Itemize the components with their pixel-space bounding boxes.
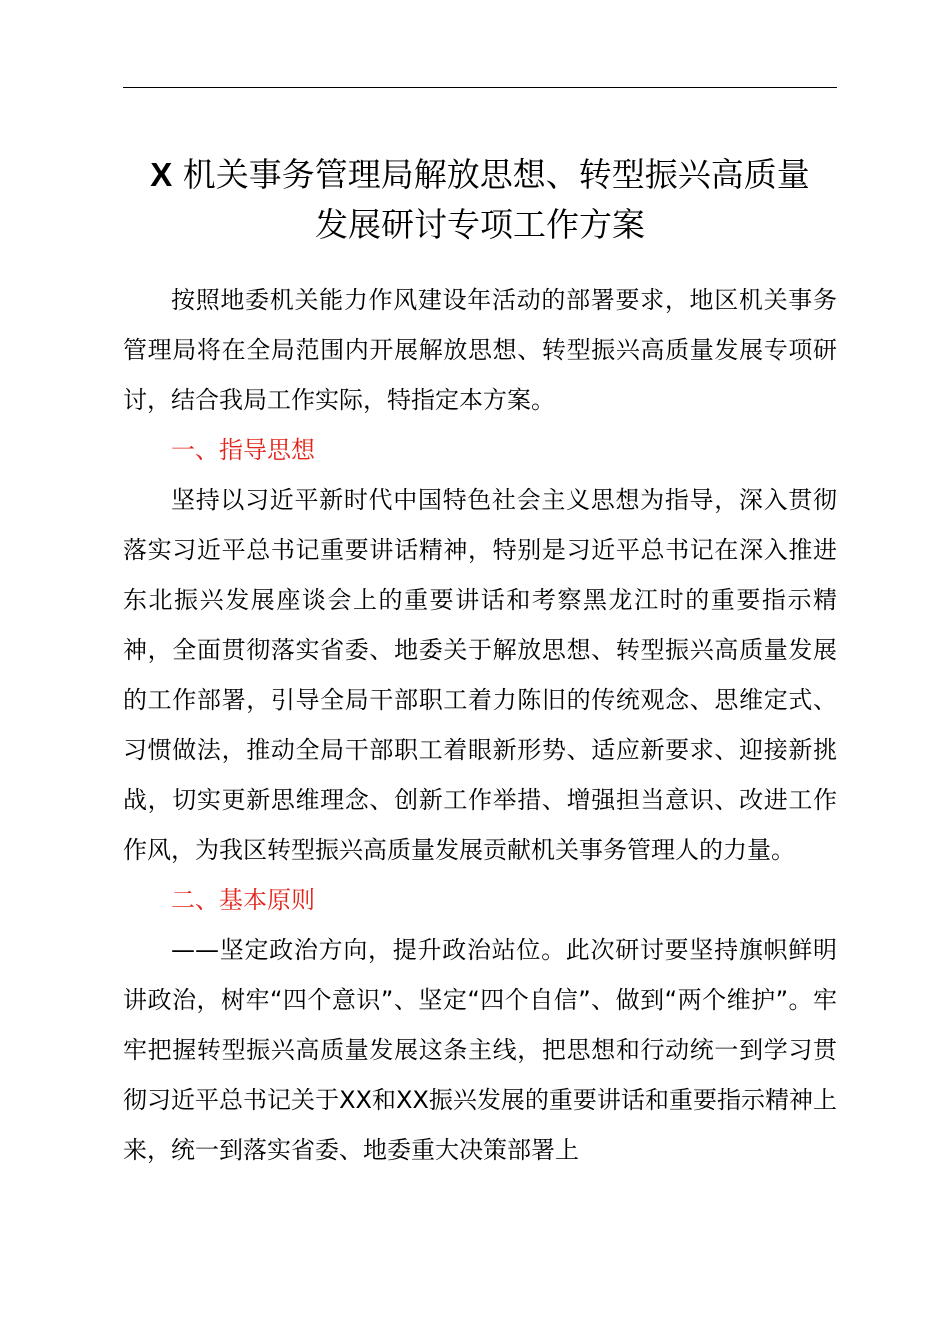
title-prefix: X [150, 156, 173, 193]
section-heading-basic-principles: 二、基本原则 [171, 886, 315, 914]
intro-paragraph: 按照地委机关能力作风建设年活动的部署要求，地区机关事务管理局将在全局范围内开展解放思想、转型振兴高质量发展专项研讨，结合我局工作实际，特指定本方案。 [123, 286, 837, 414]
section-heading-guiding-ideology: 一、指导思想 [171, 436, 315, 464]
guiding-ideology-paragraph: 坚持以习近平新时代中国特色社会主义思想为指导，深入贯彻落实习近平总书记重要讲话精神，特别是习近平总书记在深入推进东北振兴发展座谈会上的重要讲话和考察黑龙江时的重要指示精神，全面贯彻落实省委、地委关于解放思想、转型振兴高质量发展的工作部署，引导全局干部职工着力陈旧的传统观念、思维定式、习惯做法，推动全局干部职工着眼新形势、适应新要求、迎接新挑战，切实更新思维理念、创新工作举措、增强担当意识、改进工作作风，为我区转型振兴高质量发展贡献机关事务管理人的力量。 [123, 486, 837, 864]
document-title-line2: 发展研讨专项工作方案 [315, 205, 645, 244]
document-title-line1 [100, 150, 860, 200]
title-text-line1: 机关事务管理局解放思想、转型振兴高质量 [182, 155, 810, 194]
header-rule [123, 87, 837, 88]
document-body [123, 275, 837, 1175]
basic-principles-paragraph: ——坚定政治方向，提升政治站位。此次研讨要坚持旗帜鲜明讲政治，树牢“四个意识”、坚定“四个自信”、做到“两个维护”。牢牢把握转型振兴高质量发展这条主线，把思想和行动统一到学习贯彻习近平总书记关于XX和XX振兴发展的重要讲话和重要指示精神上来，统一到落实省委、地委重大决策部署上 [123, 936, 837, 1164]
